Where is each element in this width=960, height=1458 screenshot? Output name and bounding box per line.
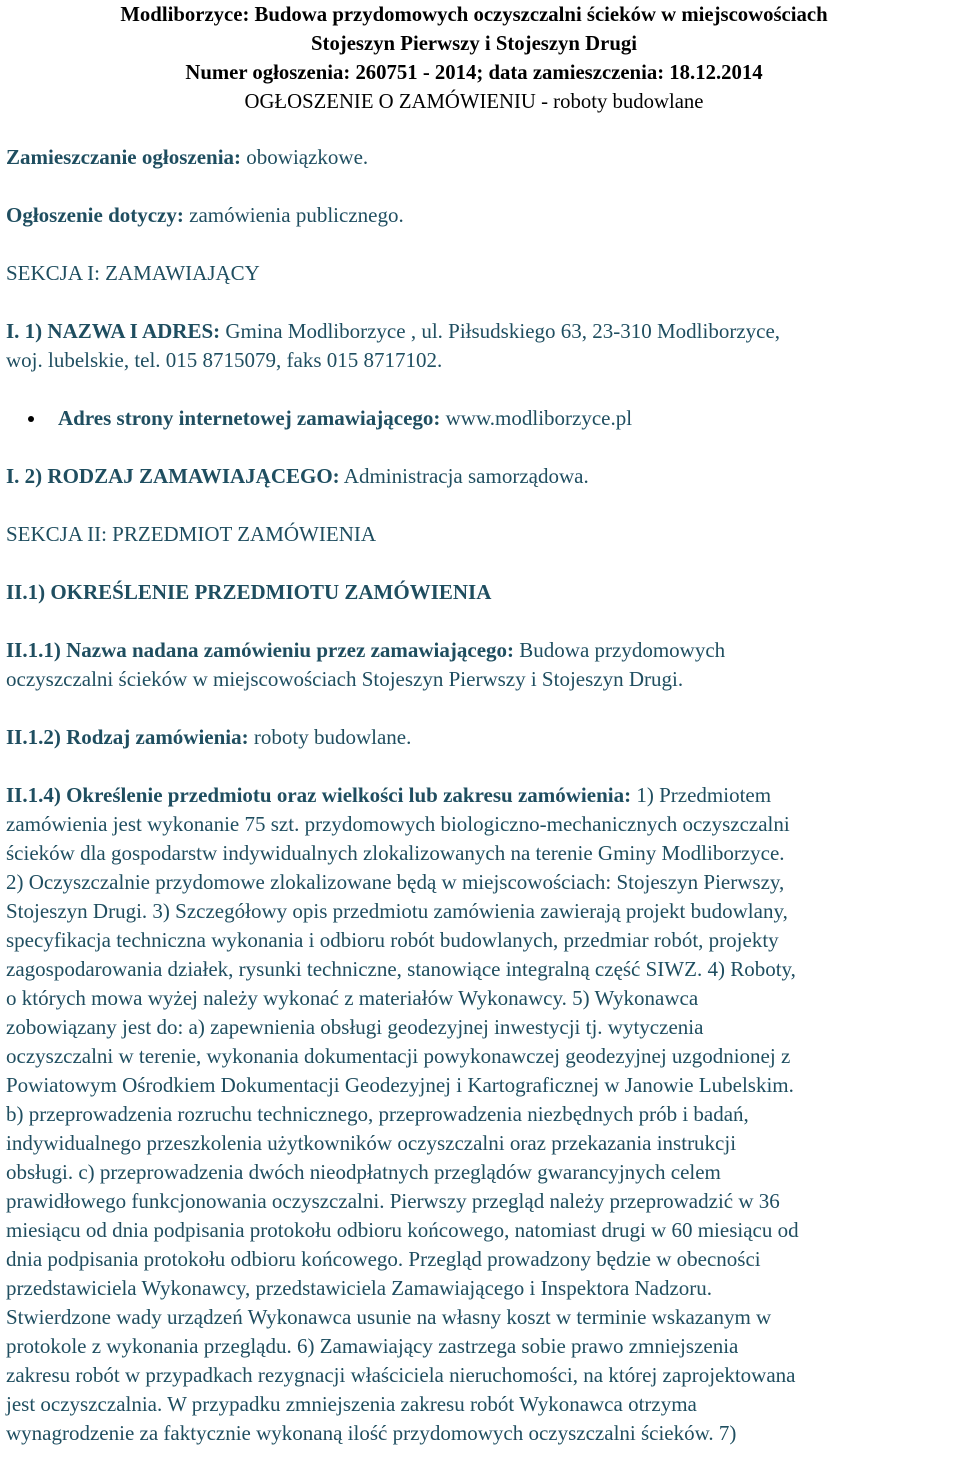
przedmiot-line-2: ścieków dla gospodarstw indywidualnych zlokalizowanych na terenie Gminy Modliborzyce. xyxy=(6,841,785,865)
nazwa-nadana-label: II.1.1) Nazwa nadana zamówieniu przez zamawiającego: xyxy=(6,638,515,662)
przedmiot-block xyxy=(6,781,954,1448)
document-header xyxy=(0,0,960,116)
przedmiot-line-15: miesiącu od dnia podpisania protokołu odbioru końcowego, natomiast drugi w 60 miesiącu od xyxy=(6,1218,799,1242)
rodzaj-zamowienia-row xyxy=(6,723,411,752)
przedmiot-line-4: Stojeszyn Drugi. 3) Szczegółowy opis przedmiotu zamówienia zawierają projekt budowlany, xyxy=(6,899,788,923)
przedmiot-line-21: jest oczyszczalnia. W przypadku zmniejszenia zakresu robót Wykonawca otrzyma xyxy=(6,1392,697,1416)
dotyczy-row xyxy=(6,201,404,230)
przedmiot-line-9: oczyszczalni w terenie, wykonania dokumentacji powykonawczej geodezyjnej uzgodnionej z xyxy=(6,1044,791,1068)
przedmiot-line-12: indywidualnego przeszkolenia użytkowników oczyszczalni oraz przekazania instrukcji xyxy=(6,1131,737,1155)
zamieszczanie-value: obowiązkowe. xyxy=(246,145,369,169)
przedmiot-line-5: specyfikacja techniczna wykonania i odbioru robót budowlanych, przedmiar robót, projekty xyxy=(6,928,779,952)
nazwa-adres-label: I. 1) NAZWA I ADRES: xyxy=(6,319,221,343)
przedmiot-line-3: 2) Oczyszczalnie przydomowe zlokalizowane będą w miejscowościach: Stojeszyn Pierwszy, xyxy=(6,870,785,894)
nazwa-adres-block xyxy=(6,317,954,375)
przedmiot-line-1: zamówienia jest wykonanie 75 szt. przydomowych biologiczno-mechanicznych oczyszczalni xyxy=(6,812,790,836)
section-1-heading: SEKCJA I: ZAMAWIAJĄCY xyxy=(6,261,260,285)
przedmiot-line-13: obsługi. c) przeprowadzenia dwóch nieodpłatnych przeglądów gwarancyjnych celem xyxy=(6,1160,721,1184)
nazwa-adres-value-line1: Gmina Modliborzyce , ul. Piłsudskiego 63, 23-310 Modliborzyce, xyxy=(225,319,781,343)
przedmiot-line-6: zagospodarowania działek, rysunki techniczne, stanowiące integralną część SIWZ. 4) Roboty, xyxy=(6,957,796,981)
przedmiot-line-10: Powiatowym Ośrodkiem Dokumentacji Geodezyjnej i Kartograficznej w Janowie Lubelskim. xyxy=(6,1073,794,1097)
header-notice-type: OGŁOSZENIE O ZAMÓWIENIU - roboty budowlane xyxy=(244,89,704,113)
przedmiot-label: II.1.4) Określenie przedmiotu oraz wielkości lub zakresu zamówienia: xyxy=(6,783,632,807)
dotyczy-value: zamówienia publicznego. xyxy=(189,203,404,227)
okreslenie-heading: II.1) OKREŚLENIE PRZEDMIOTU ZAMÓWIENIA xyxy=(6,580,492,604)
nazwa-nadana-block xyxy=(6,636,954,694)
bullet-dot-icon xyxy=(28,416,34,422)
przedmiot-line-20: zakresu robót w przypadkach rezygnacji właściciela nieruchomości, na której zaprojektowana xyxy=(6,1363,796,1387)
rodzaj-zamawiajacego-row xyxy=(6,462,589,491)
przedmiot-line-17: przedstawiciela Wykonawcy, przedstawiciela Zamawiającego i Inspektora Nadzoru. xyxy=(6,1276,713,1300)
rodzaj-zamawiajacego-label: I. 2) RODZAJ ZAMAWIAJĄCEGO: xyxy=(6,464,340,488)
przedmiot-line-8: zobowiązany jest do: a) zapewnienia obsługi geodezyjnej inwestycji tj. wytyczenia xyxy=(6,1015,704,1039)
header-title-line1: Modliborzyce: Budowa przydomowych oczyszczalni ścieków w miejscowościach xyxy=(120,2,828,26)
header-number-line: Numer ogłoszenia: 260751 - 2014; data zamieszczenia: 18.12.2014 xyxy=(185,60,763,84)
zamieszczanie-row xyxy=(6,143,368,172)
przedmiot-line-14: prawidłowego funkcjonowania oczyszczalni. Pierwszy przegląd należy przeprowadzić w 36 xyxy=(6,1189,780,1213)
przedmiot-line-7: o których mowa wyżej należy wykonać z materiałów Wykonawcy. 5) Wykonawca xyxy=(6,986,699,1010)
przedmiot-line-19: protokole z wykonania przeglądu. 6) Zamawiający zastrzega sobie prawo zmniejszenia xyxy=(6,1334,739,1358)
przedmiot-line-0: 1) Przedmiotem xyxy=(636,783,772,807)
dotyczy-label: Ogłoszenie dotyczy: xyxy=(6,203,184,227)
nazwa-nadana-value-line1: Budowa przydomowych xyxy=(519,638,726,662)
przedmiot-line-18: Stwierdzone wady urządzeń Wykonawca usunie na własny koszt w terminie wskazanym w xyxy=(6,1305,772,1329)
adres-www-link[interactable]: www.modliborzyce.pl xyxy=(445,406,633,430)
nazwa-nadana-value-line2: oczyszczalni ścieków w miejscowościach Stojeszyn Pierwszy i Stojeszyn Drugi. xyxy=(6,667,684,691)
przedmiot-line-16: dnia podpisania protokołu odbioru końcowego. Przegląd prowadzony będzie w obecności xyxy=(6,1247,761,1271)
rodzaj-zamowienia-label: II.1.2) Rodzaj zamówienia: xyxy=(6,725,249,749)
rodzaj-zamowienia-value: roboty budowlane. xyxy=(253,725,412,749)
przedmiot-line-22: wynagrodzenie za faktycznie wykonaną ilość przydomowych oczyszczalni ścieków. 7) xyxy=(6,1421,737,1445)
rodzaj-zamawiajacego-value: Administracja samorządowa. xyxy=(343,464,589,488)
adres-www-bullet xyxy=(6,404,936,433)
zamieszczanie-label: Zamieszczanie ogłoszenia: xyxy=(6,145,242,169)
nazwa-adres-value-line2: woj. lubelskie, tel. 015 8715079, faks 015 8717102. xyxy=(6,348,443,372)
section-2-heading: SEKCJA II: PRZEDMIOT ZAMÓWIENIA xyxy=(6,522,377,546)
adres-www-label: Adres strony internetowej zamawiającego: xyxy=(58,406,441,430)
header-title-line2: Stojeszyn Pierwszy i Stojeszyn Drugi xyxy=(311,31,637,55)
przedmiot-line-11: b) przeprowadzenia rozruchu technicznego, przeprowadzenia niezbędnych prób i badań, xyxy=(6,1102,749,1126)
